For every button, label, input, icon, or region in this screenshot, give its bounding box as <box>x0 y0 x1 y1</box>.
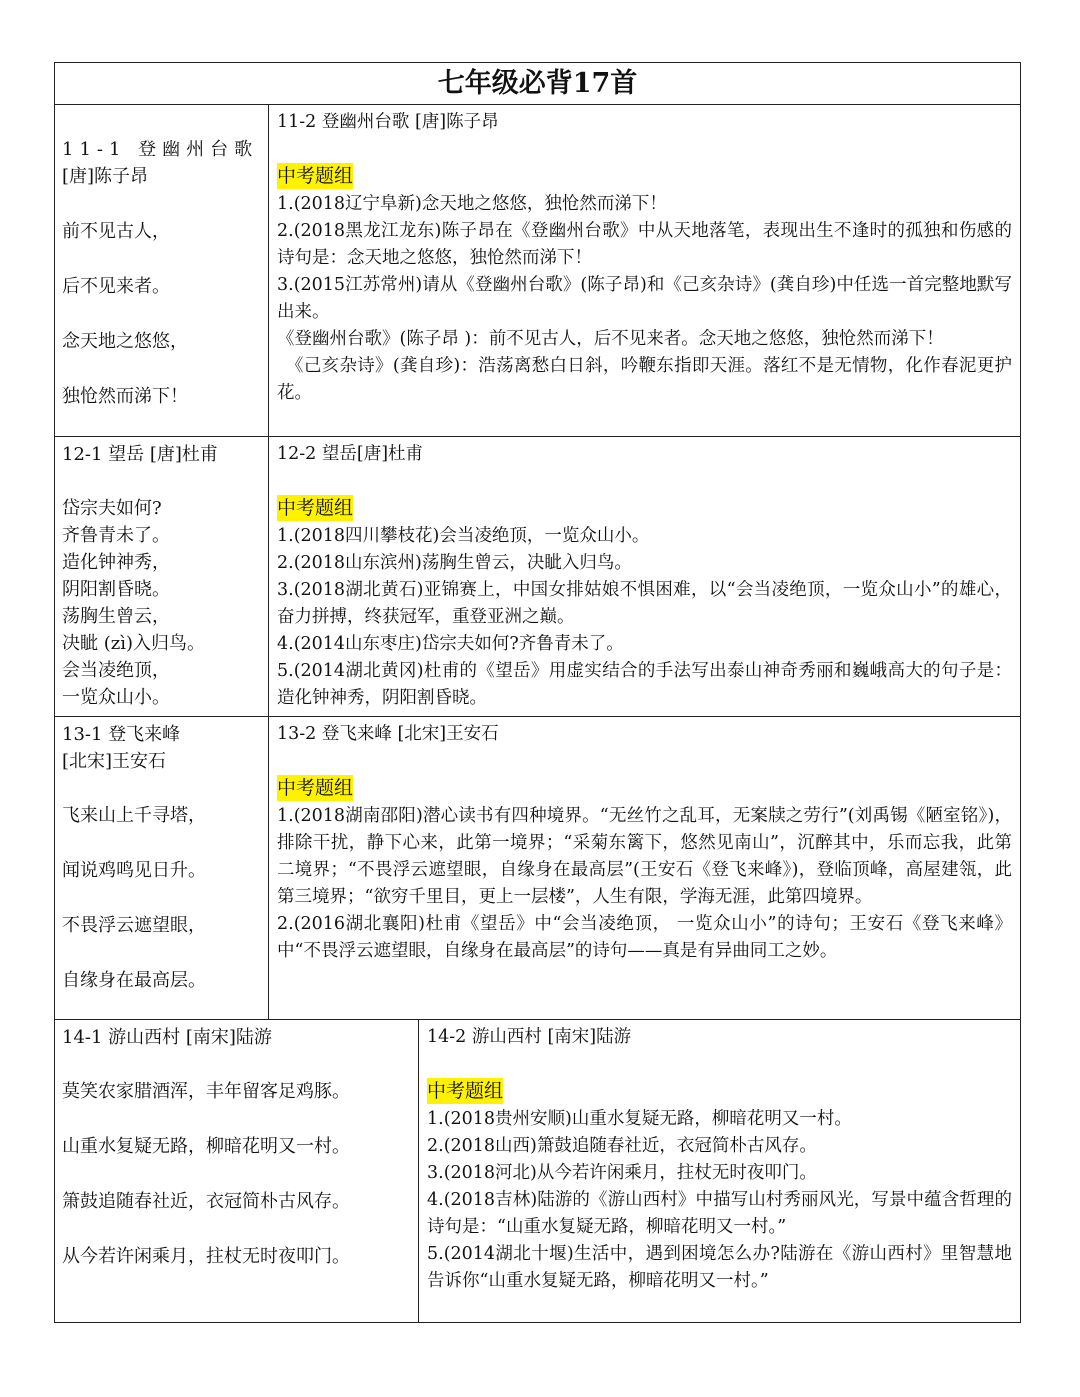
poem-11-item-1: 1.(2018辽宁阜新)念天地之悠悠，独怆然而涕下！ <box>277 194 667 214</box>
poem-14-item-1: 1.(2018贵州安顺)山重水复疑无路，柳暗花明又一村。 <box>427 1109 852 1129</box>
poem-13-line-1: 飞来山上千寻塔， <box>62 805 206 826</box>
poem-11-line-3: 念天地之悠悠， <box>62 331 188 352</box>
poem-13-line-3: 不畏浮云遮望眼， <box>62 915 206 936</box>
poem-14-item-3: 3.(2018河北)从今若许闲乘月，拄杖无时夜叩门。 <box>427 1163 817 1183</box>
poem-12-item-5: 5.(2014湖北黄冈)杜甫的《望岳》用虚实结合的手法写出泰山神奇秀丽和巍峨高大的句子是：造化钟神秀，阴阳割昏晓。 <box>277 661 1012 708</box>
page-title: 七年级必背17首 <box>55 63 1021 105</box>
poem-13-item-1: 1.(2018湖南邵阳)潜心读书有四种境界。“无丝竹之乱耳，无案牍之劳行”(刘禹锡《陋室铭》)，排除干扰，静下心来，此第一境界；“采菊东篱下，悠然见南山”，沉醉其中，乐而忘我，此第二境界；“不畏浮云遮望眼，自缘身在最高层”(王安石《登飞来峰》)，登临顶峰，高屋建瓴，此第三境界；“欲穷千里目，更上一层楼”，人生有限，学海无涯，此第四境界。 <box>277 806 1012 907</box>
poem-12-title: 12-1 望岳 [唐]杜甫 <box>62 444 218 465</box>
poem-12-line-1: 岱宗夫如何? <box>62 498 162 519</box>
zhongkao-label: 中考题组 <box>427 1080 504 1102</box>
zhongkao-label: 中考题组 <box>277 777 354 799</box>
poem-12-item-4: 4.(2014山东枣庄)岱宗夫如何?齐鲁青未了。 <box>277 634 624 654</box>
poem-14-item-5: 5.(2014湖北十堰)生活中，遇到困境怎么办?陆游在《游山西村》里智慧地告诉你“山重水复疑无路，柳暗花明又一村。” <box>427 1244 1012 1291</box>
poem-14-line-4: 从今若许闲乘月，拄杖无时夜叩门。 <box>62 1246 350 1267</box>
poem-13-line-2: 闻说鸡鸣见日升。 <box>62 860 206 881</box>
poem-13-title: 13-1 登飞来峰 <box>62 724 181 745</box>
poem-11-exam-cell <box>269 105 1021 437</box>
poem-14-line-3: 箫鼓追随春社近，衣冠简朴古风存。 <box>62 1191 350 1212</box>
zhongkao-label: 中考题组 <box>277 165 354 187</box>
poem-11-line-2: 后不见来者。 <box>62 276 170 297</box>
poem-11-author: [唐]陈子昂 <box>62 166 149 187</box>
poem-13-exam-title: 13-2 登飞来峰 [北宋]王安石 <box>277 724 499 744</box>
poem-sheet <box>54 62 1020 1323</box>
poem-12-item-1: 1.(2018四川攀枝花)会当凌绝顶，一览众山小。 <box>277 526 650 546</box>
poem-14-exam-title: 14-2 游山西村 [南宋]陆游 <box>427 1027 632 1047</box>
poem-11-item-5: 《己亥杂诗》(龚自珍)：浩荡离愁白日斜，吟鞭东指即天涯。落红不是无情物，化作春泥更护花。 <box>277 356 1012 403</box>
poem-12-item-3: 3.(2018湖北黄石)亚锦赛上，中国女排姑娘不惧困难，以“会当凌绝顶，一览众山小”的雄心，奋力拼搏，终获冠军，重登亚洲之巅。 <box>277 580 1012 627</box>
poem-11-text-cell <box>55 105 269 437</box>
poem-13-line-4: 自缘身在最高层。 <box>62 970 206 991</box>
poem-14-line-1: 莫笑农家腊酒浑，丰年留客足鸡豚。 <box>62 1081 350 1102</box>
poem-11-line-4: 独怆然而涕下！ <box>62 386 188 407</box>
poem-11-title: 11-1 登幽州台歌 <box>62 139 259 160</box>
poem-12-line-6: 决眦 (zì)入归鸟。 <box>62 633 206 654</box>
poem-13-author: [北宋]王安石 <box>62 751 167 772</box>
poem-11-item-2: 2.(2018黑龙江龙东)陈子昂在《登幽州台歌》中从天地落笔，表现出生不逢时的孤独和伤感的诗句是：念天地之悠悠，独怆然而涕下！ <box>277 221 1012 268</box>
zhongkao-label: 中考题组 <box>277 497 354 519</box>
poem-11-item-4: 《登幽州台歌》(陈子昂 )：前不见古人，后不见来者。念天地之悠悠，独怆然而涕下！ <box>277 329 944 349</box>
poem-12-line-2: 齐鲁青未了。 <box>62 525 170 546</box>
poem-table <box>54 62 1021 1323</box>
poem-12-exam-title: 12-2 望岳[唐]杜甫 <box>277 444 424 464</box>
poem-12-item-2: 2.(2018山东滨州)荡胸生曾云，决眦入归鸟。 <box>277 553 632 573</box>
poem-11-line-1: 前不见古人， <box>62 221 170 242</box>
poem-11-exam-title: 11-2 登幽州台歌 [唐]陈子昂 <box>277 112 499 132</box>
poem-14-line-2: 山重水复疑无路，柳暗花明又一村。 <box>62 1136 350 1157</box>
poem-14-item-2: 2.(2018山西)箫鼓追随春社近，衣冠简朴古风存。 <box>427 1136 817 1156</box>
poem-12-line-3: 造化钟神秀， <box>62 552 170 573</box>
poem-12-line-7: 会当凌绝顶， <box>62 660 170 681</box>
poem-12-line-8: 一览众山小。 <box>62 687 170 708</box>
poem-12-line-4: 阴阳割昏晓。 <box>62 579 170 600</box>
poem-12-text-cell <box>55 437 269 717</box>
poem-13-exam-cell <box>269 717 1021 1020</box>
poem-13-text-cell <box>55 717 269 1020</box>
poem-14-title: 14-1 游山西村 [南宋]陆游 <box>62 1027 272 1048</box>
poem-13-item-2: 2.(2016湖北襄阳)杜甫《望岳》中“会当凌绝顶， 一览众山小”的诗句；王安石《登飞来峰》中“不畏浮云遮望眼，自缘身在最高层”的诗句——真是有异曲同工之妙。 <box>277 914 1012 961</box>
poem-14-exam-cell <box>419 1020 1021 1323</box>
poem-12-line-5: 荡胸生曾云， <box>62 606 170 627</box>
poem-14-item-4: 4.(2018吉林)陆游的《游山西村》中描写山村秀丽风光，写景中蕴含哲理的诗句是：“山重水复疑无路，柳暗花明又一村。” <box>427 1190 1012 1237</box>
poem-14-text-cell <box>55 1020 419 1323</box>
poem-11-item-3: 3.(2015江苏常州)请从《登幽州台歌》(陈子昂)和《己亥杂诗》(龚自珍)中任选一首完整地默写出来。 <box>277 275 1012 322</box>
poem-12-exam-cell <box>269 437 1021 717</box>
